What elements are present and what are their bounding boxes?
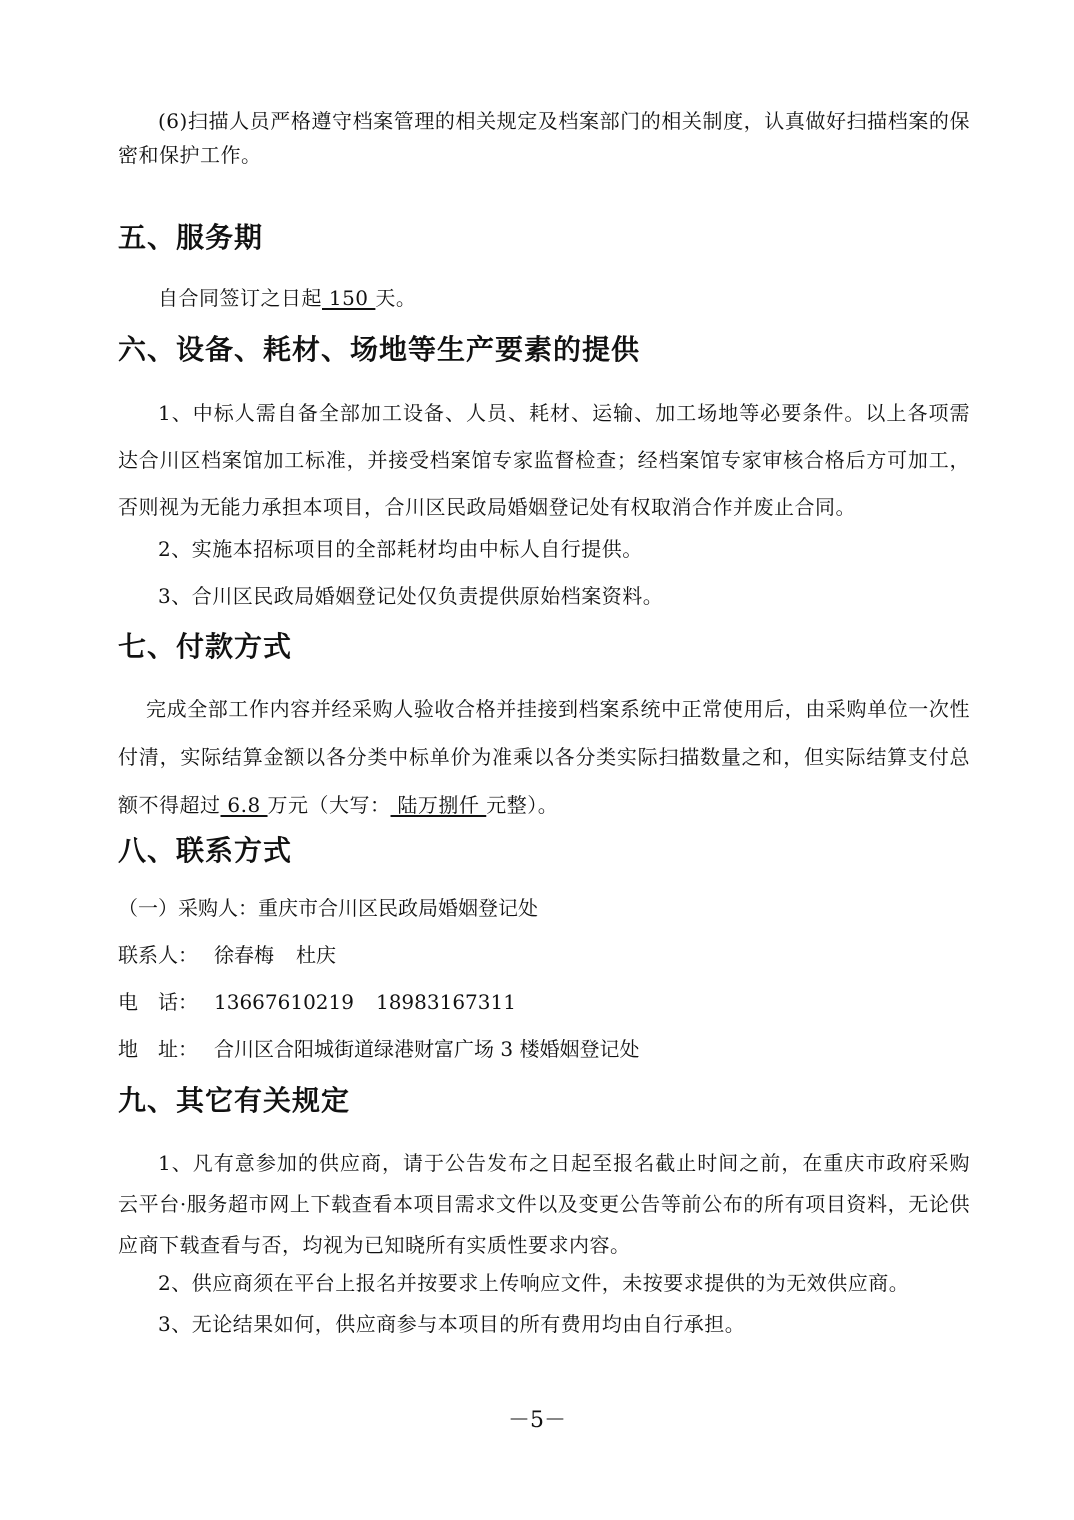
contact-person-name-2: 杜庆 xyxy=(296,943,336,967)
phone-line xyxy=(118,985,516,1019)
section-heading-payment: 七、付款方式 xyxy=(118,630,293,663)
equipment-item-3: 3、合川区民政局婚姻登记处仅负责提供原始档案资料。 xyxy=(158,584,664,608)
payment-amount: 6.8 xyxy=(220,793,268,817)
equipment-item-1: 1、中标人需自备全部加工设备、人员、耗材、运输、加工场地等必要条件。以上各项需达合川区档案馆加工标准，并接受档案馆专家监督检查；经档案馆专家审核合格后方可加工，否则视为无能力承担本项目，合川区民政局婚姻登记处有权取消合作并废止合同。 xyxy=(118,401,970,519)
payment-paragraph xyxy=(118,685,970,829)
other-rules-item-2: 2、供应商须在平台上报名并按要求上传响应文件，未按要求提供的为无效供应商。 xyxy=(158,1271,910,1295)
other-rules-item-1: 1、凡有意参加的供应商，请于公告发布之日起至报名截止时间之前，在重庆市政府采购云平台·服务超市网上下载查看本项目需求文件以及变更公告等前公布的所有项目资料，无论供应商下载查看与否，均视为已知晓所有实质性要求内容。 xyxy=(118,1151,970,1257)
phone-number-1: 13667610219 xyxy=(214,990,354,1014)
scan-confidentiality-paragraph: (6)扫描人员严格遵守档案管理的相关规定及档案部门的相关制度，认真做好扫描档案的保密和保护工作。 xyxy=(118,109,970,167)
contact-person-label: 联系人： xyxy=(118,943,198,967)
service-period-suffix: 天。 xyxy=(375,286,417,310)
phone-label: 电 话： xyxy=(118,990,198,1014)
contact-person-name-1: 徐春梅 xyxy=(214,943,274,967)
phone-number-2: 18983167311 xyxy=(375,990,516,1014)
address-line xyxy=(118,1032,639,1066)
section-heading-contact: 八、联系方式 xyxy=(118,834,293,867)
section-heading-other-rules: 九、其它有关规定 xyxy=(118,1084,351,1117)
contact-person-line xyxy=(118,938,336,972)
section-heading-service-period: 五、服务期 xyxy=(118,221,264,254)
equipment-item-2: 2、实施本招标项目的全部耗材均由中标人自行提供。 xyxy=(158,537,643,561)
section-heading-equipment: 六、设备、耗材、场地等生产要素的提供 xyxy=(118,333,641,366)
address-label: 地 址： xyxy=(118,1037,198,1061)
payment-text-1: 完成全部工作内容并经采购人验收合格并挂接到档案系统中正常使用后，由采购单位一次性付清，实际结算金额以各分类中标单价为准乘以各分类实际扫描数量之和，但实际结算支付总额不得超过 xyxy=(118,697,970,817)
page-number: －5－ xyxy=(508,1408,566,1433)
service-period-days: 150 xyxy=(322,286,376,310)
payment-amount-chinese: 陆万捌仟 xyxy=(390,793,487,817)
purchaser-line: （一）采购人：重庆市合川区民政局婚姻登记处 xyxy=(118,896,538,920)
service-period-prefix: 自合同签订之日起 xyxy=(158,286,322,310)
other-rules-item-3: 3、无论结果如何，供应商参与本项目的所有费用均由自行承担。 xyxy=(158,1312,746,1336)
address-value: 合川区合阳城街道绿港财富广场 3 楼婚姻登记处 xyxy=(214,1037,640,1061)
payment-text-2: 万元（大写： xyxy=(267,793,391,817)
service-period-paragraph xyxy=(118,281,970,315)
payment-text-3: 元整）。 xyxy=(486,793,559,817)
